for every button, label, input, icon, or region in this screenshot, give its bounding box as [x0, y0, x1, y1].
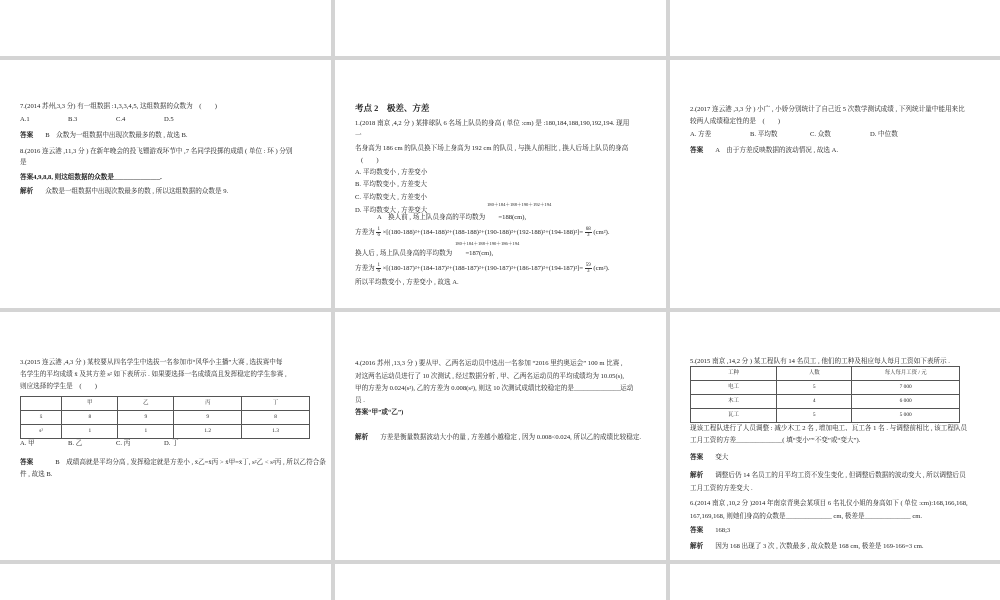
table-header-row [691, 367, 960, 381]
answer-label: 答案 [20, 132, 34, 139]
fraction-den: 6 [377, 233, 380, 238]
table-cell: 8 [242, 411, 310, 425]
table-cell: 4 [777, 395, 852, 409]
question-3-line-1: 3.(2015 连云港 ,4,3 分 ) 某校要从四名学生中选拔一名参加市“风华小主播”大赛 , 选拔赛中每 [20, 359, 283, 366]
page-thumb-bottom-left [0, 564, 331, 600]
section-heading: 考点 2 极差、方差 [355, 103, 430, 113]
question-3-answer [20, 458, 326, 467]
answer-line-3: 换人后 , 场上队员身高的平均数为 =187(cm), [355, 250, 494, 257]
table-cell: 7 000 [852, 381, 960, 395]
table-cell: 1 [62, 425, 118, 439]
fraction-one-sixth [376, 227, 381, 238]
answer-line-4-tail: (cm²). [593, 265, 610, 273]
table-cell: 1 [118, 425, 174, 439]
table-cell: 瓦工 [691, 409, 777, 423]
question-7-answer [20, 131, 319, 140]
question-4-line-3: 甲的方差为 0.024(s²), 乙的方差为 0.008(s²), 则这 10 次测试成绩比较稳定的是______________运动 [355, 385, 634, 392]
question-4-line-4: 员 . [355, 397, 365, 404]
answer-line-2-tail: (cm²). [593, 229, 610, 237]
fraction-den: 6 [377, 269, 380, 274]
option-d: D. 中位数 [870, 131, 898, 138]
option-c: C. 众数 [810, 131, 831, 138]
table-header-cell: 甲 [62, 397, 118, 411]
option-d: D. 丁 [164, 440, 179, 447]
table-row [691, 395, 960, 409]
fraction-num: 1 [377, 263, 380, 268]
table-header-cell: 乙 [118, 397, 174, 411]
table-header-row [21, 397, 310, 411]
page-thumb-4 [0, 312, 331, 560]
question-5-line-2: 现该工程队进行了人员调整 : 减少木工 2 名 , 增加电工、瓦工各 1 名 . 与调整前相比 , 该工程队员 [690, 425, 968, 432]
table-header-cell: 每人每月工资 / 元 [852, 367, 960, 381]
answer-label: 答案 [690, 147, 704, 154]
fraction-68-3 [585, 227, 592, 238]
question-6-line-1: 6.(2014 南京 ,10,2 分 )2014 年南京青奥会某项目 6 名礼仪小姐的身高如下 ( 单位 :cm):168,166,168, [690, 500, 968, 507]
answer-line-4-head: 方差为 [355, 265, 375, 273]
question-1-line-4: ( ) [361, 157, 379, 164]
table-cell: 1.3 [242, 425, 310, 439]
page-thumb-bottom-middle [335, 564, 666, 600]
table-cell: 5 [777, 409, 852, 423]
table-cell: 木工 [691, 395, 777, 409]
question-1-line-1: 1.(2018 南京 ,4,2 分 ) 某排球队 6 名场上队员的身高 ( 单位 :cm) 是 :180,184,188,190,192,194. 现用 [355, 120, 630, 127]
question-6-answer [690, 526, 988, 535]
table-cell: 1.2 [174, 425, 242, 439]
question-6-line-2: 167,169,168, 则她们身高的众数是______________ cm, 极差是______________ cm. [690, 513, 923, 520]
answer-line-2-body: ×[(180-188)²+(184-188)²+(188-188)²+(190-188)²+(192-188)²+(194-188)²]= [382, 229, 584, 237]
question-2-options [690, 130, 988, 139]
page-thumb-top-middle [335, 0, 666, 56]
table-header-cell: 工种 [691, 367, 777, 381]
question-4-line-5: 答案“甲”或“乙”) [355, 409, 404, 416]
explanation-label: 解析 [20, 188, 34, 195]
answer-line-5: 所以平均数变小 , 方差变小 , 故选 A. [355, 279, 459, 286]
explanation-text: 因为 168 出现了 3 次 , 次数最多 , 故众数是 168 cm, 极差是 169-166=3 cm. [715, 543, 924, 550]
answer-line-4-body: ×[(180-187)²+(184-187)²+(188-187)²+(190-187)²+(186-187)²+(194-187)²]= [382, 265, 584, 273]
table-cell: x̄ [21, 411, 62, 425]
table-cell: 8 [62, 411, 118, 425]
question-4-explanation [355, 433, 654, 442]
table-header-cell: 人数 [777, 367, 852, 381]
table-row [691, 381, 960, 395]
question-1-line-2: 一 [355, 132, 362, 139]
option-b: B. 平均数 [750, 131, 778, 138]
question-5-answer [690, 453, 988, 462]
fraction-59-3 [585, 263, 592, 274]
question-3-options [20, 439, 319, 448]
table-cell: 6 000 [852, 395, 960, 409]
answer-text-tail: x̄乙=x̄丙 > x̄甲=x̄丁, s²乙 < s²丙 , 所以乙符合条 [194, 459, 326, 466]
answer-text: A 由于方差反映数据的波动情况 , 故选 A. [715, 147, 839, 154]
question-4-line-2: 对这两名运动员进行了 10 次测试 , 经过数据分析 , 甲、乙两名运动员的平均成绩均为 10.05(s), [355, 373, 625, 380]
option-c: C. 丙 [116, 440, 131, 447]
option-c: C. 平均数变大 , 方差变小 [355, 194, 427, 201]
table-cell: 5 [777, 381, 852, 395]
fraction-num: 59 [585, 263, 591, 268]
answer-line-2 [355, 227, 654, 238]
question-1-line-3: 名身高为 186 cm 的队员换下场上身高为 192 cm 的队员 , 与换人前相比 , 换人后场上队员的身高 [355, 145, 629, 152]
score-table [20, 396, 310, 439]
page-thumb-top-right [670, 0, 1000, 56]
table-header-cell [21, 397, 62, 411]
option-c: C.4 [116, 116, 126, 123]
table-cell: s² [21, 425, 62, 439]
option-a: A.1 [20, 116, 30, 123]
table-cell: 9 [118, 411, 174, 425]
option-d: D.5 [164, 116, 174, 123]
page-thumb-5 [335, 312, 666, 560]
answer-line-4 [355, 263, 654, 274]
question-2-answer [690, 146, 988, 155]
explanation-label: 解析 [690, 472, 704, 479]
question-7: 7.(2014 苏州,3,3 分) 有一组数据 :1,3,3,4,5, 这组数据的众数为 ( ) [20, 103, 217, 110]
table-cell: 5 000 [852, 409, 960, 423]
explanation-label: 解析 [690, 543, 704, 550]
question-3-line-2: 名学生的平均成绩 x̄ 及其方差 s² 如下表所示 . 如果要选择一名成绩高且发挥稳定的学生参赛 , [20, 371, 287, 378]
fraction-numerator-after: 180＋184＋188＋190＋186＋194 [455, 241, 520, 246]
explanation-text: 众数是一组数据中出现次数最多的数 , 所以这组数据的众数是 9. [45, 188, 229, 195]
option-b: B.3 [68, 116, 78, 123]
explanation-text: 方差是衡量数据波动大小的量 , 方差越小越稳定 , 因为 0.008<0.024, 所以乙的成绩比较稳定. [380, 434, 642, 441]
answer-label: 答案 [690, 527, 704, 534]
question-3-answer-line-2: 件 , 故选 B. [20, 471, 53, 478]
wage-table [690, 366, 960, 423]
explanation-text: 调整后仍 14 名员工的月平均工资不发生变化 , 但调整后数据的波动变大 , 所以调整后员 [715, 472, 966, 479]
option-d: D. 平均数变大 , 方差变大 [355, 207, 428, 214]
answer-label: 答案 [690, 454, 704, 461]
answer-label: 答案 [20, 459, 34, 466]
page-thumb-2 [335, 60, 666, 308]
fraction-num: 1 [377, 227, 380, 232]
table-row [21, 425, 310, 439]
question-8-line-2: 是 [20, 159, 27, 166]
question-5-line-3: 工月工资的方差______________( 填“变小”“不变”或“变大”). [690, 437, 861, 444]
fraction-numerator-before: 180＋184＋188＋190＋192＋194 [487, 202, 552, 207]
fraction-one-sixth [376, 263, 381, 274]
answer-text: B 众数为一组数据中出现次数最多的数 , 故选 B. [45, 132, 188, 139]
answer-text: 168;3 [715, 527, 731, 534]
question-5-explanation [690, 471, 988, 480]
answer-text: B 成绩高就是平均分高 , 发挥稳定就是方差小 , [55, 459, 194, 466]
table-header-cell: 丁 [242, 397, 310, 411]
question-5-line-1: 5.(2015 南京 ,14,2 分 ) 某工程队有 14 名员工 , 他们的工种及相应每人每月工资如下表所示 . [690, 358, 950, 365]
question-2-line-1: 2.(2017 连云港 ,3,3 分 ) 小广 , 小娇分别统计了自己近 5 次数学测试成绩 , 下列统计量中能用来比 [690, 106, 965, 113]
fraction-num: 68 [585, 227, 591, 232]
question-6-explanation [690, 542, 988, 551]
question-4-line-1: 4.(2016 苏州 ,13,3 分 ) 要从甲、乙两名运动员中选出一名参加 “2016 里约奥运会” 100 m 比赛 , [355, 360, 623, 367]
page-thumb-6 [670, 312, 1000, 560]
option-a: A. 甲 [20, 440, 35, 447]
option-b: B. 平均数变小 , 方差变大 [355, 181, 427, 188]
answer-line-1: A 换人前 , 场上队员身高的平均数为 =188(cm), [377, 214, 527, 221]
answer-text: 变大 [715, 454, 729, 461]
table-header-cell: 丙 [174, 397, 242, 411]
option-a: A. 方差 [690, 131, 712, 138]
table-row [21, 411, 310, 425]
page-thumb-top-left [0, 0, 331, 56]
question-3-line-3: 则应选择的学生是 ( ) [20, 383, 97, 390]
table-cell: 电工 [691, 381, 777, 395]
option-b: B. 乙 [68, 440, 83, 447]
answer-line-2-head: 方差为 [355, 229, 375, 237]
question-5-explanation-line-2: 工月工资的方差变大 . [690, 485, 753, 492]
question-8-explanation [20, 187, 319, 196]
explanation-label: 解析 [355, 434, 369, 441]
question-7-options [20, 115, 319, 124]
option-a: A. 平均数变小 , 方差变小 [355, 169, 428, 176]
page-thumb-1 [0, 60, 331, 308]
table-cell: 9 [174, 411, 242, 425]
question-8-line-1: 8.(2016 连云港 ,11,3 分 ) 在新年晚会的投飞镖游戏环节中 ,7 名同学投掷的成绩 ( 单位 : 环 ) 分别 [20, 148, 293, 155]
page-thumb-3 [670, 60, 1000, 308]
page-thumb-bottom-right [670, 564, 1000, 600]
question-2-line-2: 较两人成绩稳定性的是 ( ) [690, 118, 781, 125]
table-row [691, 409, 960, 423]
fraction-den: 3 [587, 233, 590, 238]
question-8-line-3: 答案4,9,8,8, 则这组数据的众数是______________. [20, 174, 162, 181]
fraction-den: 3 [587, 269, 590, 274]
